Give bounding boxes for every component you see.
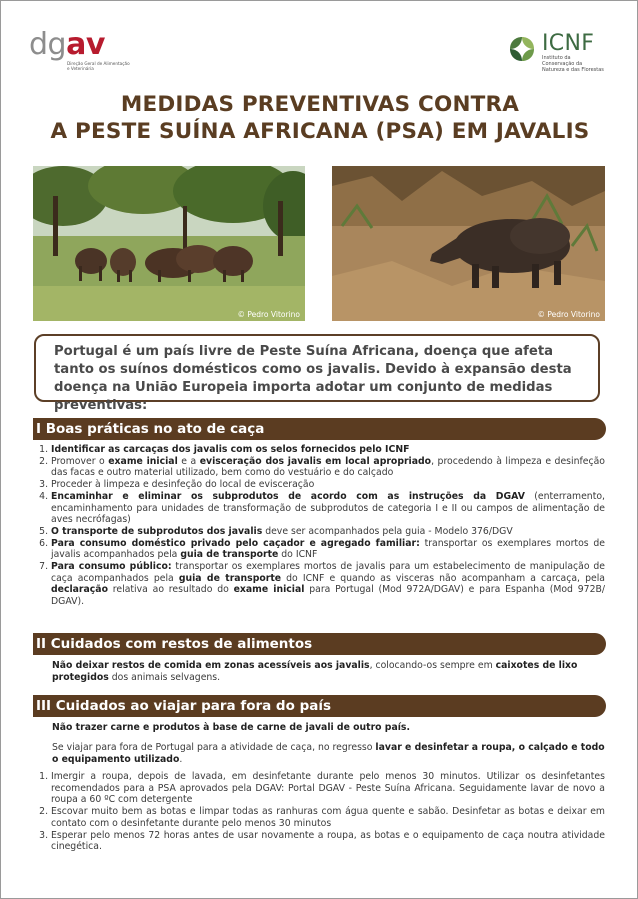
section-3-paragraph: Se viajar para fora de Portugal para a atividade de caça, no regresso lavar e desinfetar a roupa, o calçado e todo o equipamento utilizado.: [52, 742, 605, 765]
section-3-list: [33, 771, 605, 853]
section-1-list: [33, 444, 605, 608]
list-item: 6. Para consumo doméstico privado pelo caçador e agregado familiar: transportar os exemplares mortos de javalis acompanhados pela guia de transporte do ICNF: [51, 538, 605, 561]
list-item: 3. Esperar pelo menos 72 horas antes de usar novamente a roupa, as botas e o equipamento de caça noutra atividade cinegética.: [51, 830, 605, 853]
poster-title: [21, 91, 619, 145]
section-heading-1: I Boas práticas no ato de caça: [33, 418, 606, 440]
section-2-text: Não deixar restos de comida em zonas acessíveis aos javalis, colocando-os sempre em caixotes de lixo protegidos dos animais selvagens.: [52, 660, 578, 683]
list-item: 1. Identificar as carcaças dos javalis com os selos fornecidos pelo ICNF: [51, 444, 605, 456]
icnf-logo-name: ICNF: [542, 31, 595, 56]
title-line-1: MEDIDAS PREVENTIVAS CONTRA: [120, 92, 520, 117]
dgav-logo-mark: dgav: [29, 27, 105, 62]
section-3-lead: Não trazer carne e produtos à base de carne de javali de outro país.: [52, 722, 410, 733]
intro-box: Portugal é um país livre de Peste Suína Africana, doença que afeta tanto os suínos domésticos como os javalis. Devido à expansão desta doença na União Europeia importa adotar um conjunto de medidas preventivas:: [34, 334, 600, 402]
list-item: 4. Encaminhar e eliminar os subprodutos de acordo com as instruções da DGAV (enterramento, encaminhamento para unidades de transformação de subprodutos de categoria I e II ou campos de alimentação de aves necrófagas): [51, 491, 605, 526]
icnf-logo: [506, 33, 604, 73]
photo-boar-single: [332, 166, 605, 321]
list-item: 1. Imergir a roupa, depois de lavada, em desinfetante durante pelo menos 30 minutos. Utilizar os desinfetantes recomendados para a PSA aprovados pela DGAV: Portal DGAV - Peste Suína Africana. Seguidamente lavar de novo a roupa a 60 ºC com detergente: [51, 771, 605, 806]
dgav-logo: [29, 27, 131, 71]
title-line-2: A PESTE SUÍNA AFRICANA (PSA) EM JAVALIS: [50, 119, 590, 144]
boar-single-image: [332, 166, 605, 321]
list-item: 5. O transporte de subprodutos dos javalis deve ser acompanhados pela guia - Modelo 376/DGV: [51, 526, 605, 538]
list-item: 2. Escovar muito bem as botas e limpar todas as ranhuras com água quente e sabão. Desinfetar as botas e deixar em contato com o desinfetante durante pelo menos 30 minutos: [51, 806, 605, 829]
list-item: 2. Promover o exame inicial e a evisceração dos javalis em local apropriado, procedendo à limpeza e desinfeção das facas e outro material utilizado, bem como do vestuário e do calçado: [51, 456, 605, 479]
photo-credit-right: © Pedro Vitorino: [537, 310, 600, 319]
section-heading-3: III Cuidados ao viajar para fora do país: [33, 695, 606, 717]
leaf-emblem-icon: [506, 33, 538, 65]
boar-herd-image: [33, 166, 305, 321]
list-item: 7. Para consumo público: transportar os exemplares mortos de javalis para um estabelecimento de manipulação de caça acompanhados pela guia de transporte do ICNF e quando as visceras não acompanham a carcaça, pela declaração relativa ao resultado do exame inicial para Portugal (Mod 972A/DGAV) e para Espanha (Mod 972B/ DGAV).: [51, 561, 605, 608]
photo-boar-herd: [33, 166, 305, 321]
photo-credit-left: © Pedro Vitorino: [237, 310, 300, 319]
section-heading-2: II Cuidados com restos de alimentos: [33, 633, 606, 655]
list-item: 3. Proceder à limpeza e desinfeção do local de evisceração: [51, 479, 605, 491]
dgav-logo-subtitle: Direção Geral de Alimentação e Veterinária: [67, 61, 130, 71]
icnf-logo-subtitle: Instituto da Conservação da Natureza e das Florestas: [542, 55, 604, 73]
